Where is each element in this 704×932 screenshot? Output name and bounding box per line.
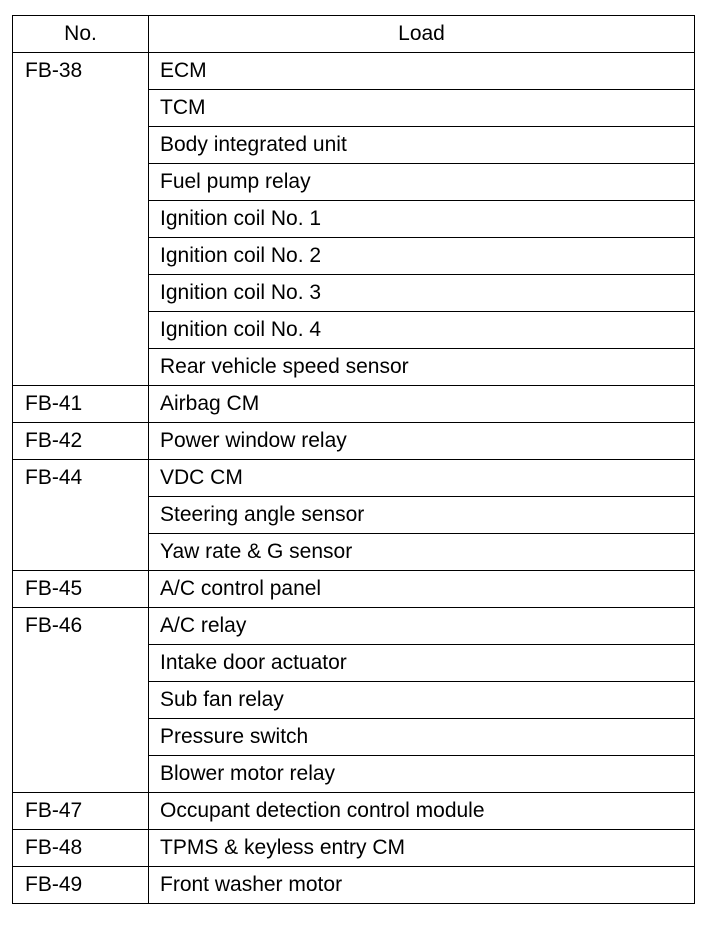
column-header-no: No. bbox=[13, 16, 149, 53]
column-header-load: Load bbox=[149, 16, 695, 53]
fuse-load-table bbox=[12, 15, 695, 904]
load-cell: Power window relay bbox=[149, 423, 695, 460]
load-cell: Ignition coil No. 2 bbox=[149, 238, 695, 275]
load-cell: Occupant detection control module bbox=[149, 793, 695, 830]
table-row bbox=[13, 793, 695, 830]
load-cell: A/C control panel bbox=[149, 571, 695, 608]
fuse-number-cell: FB-45 bbox=[13, 571, 149, 608]
table-body bbox=[13, 53, 695, 904]
fuse-number-cell: FB-46 bbox=[13, 608, 149, 793]
load-cell: VDC CM bbox=[149, 460, 695, 497]
table-row bbox=[13, 423, 695, 460]
fuse-number-cell: FB-44 bbox=[13, 460, 149, 571]
fuse-number-cell: FB-48 bbox=[13, 830, 149, 867]
load-cell: TPMS & keyless entry CM bbox=[149, 830, 695, 867]
load-cell: Fuel pump relay bbox=[149, 164, 695, 201]
load-cell: Blower motor relay bbox=[149, 756, 695, 793]
load-cell: Ignition coil No. 4 bbox=[149, 312, 695, 349]
fuse-number-cell: FB-47 bbox=[13, 793, 149, 830]
load-cell: Pressure switch bbox=[149, 719, 695, 756]
load-cell: Ignition coil No. 1 bbox=[149, 201, 695, 238]
load-cell: Sub fan relay bbox=[149, 682, 695, 719]
table-row bbox=[13, 867, 695, 904]
table-row bbox=[13, 386, 695, 423]
table-row bbox=[13, 571, 695, 608]
table-row bbox=[13, 53, 695, 90]
load-cell: Front washer motor bbox=[149, 867, 695, 904]
load-cell: Intake door actuator bbox=[149, 645, 695, 682]
load-cell: Yaw rate & G sensor bbox=[149, 534, 695, 571]
fuse-number-cell: FB-38 bbox=[13, 53, 149, 386]
header-row bbox=[13, 16, 695, 53]
load-cell: Steering angle sensor bbox=[149, 497, 695, 534]
table-row bbox=[13, 460, 695, 497]
table-row bbox=[13, 608, 695, 645]
fuse-number-cell: FB-49 bbox=[13, 867, 149, 904]
load-cell: Body integrated unit bbox=[149, 127, 695, 164]
fuse-number-cell: FB-42 bbox=[13, 423, 149, 460]
load-cell: ECM bbox=[149, 53, 695, 90]
load-cell: TCM bbox=[149, 90, 695, 127]
load-cell: Airbag CM bbox=[149, 386, 695, 423]
load-cell: Ignition coil No. 3 bbox=[149, 275, 695, 312]
fuse-number-cell: FB-41 bbox=[13, 386, 149, 423]
table-row bbox=[13, 830, 695, 867]
load-cell: Rear vehicle speed sensor bbox=[149, 349, 695, 386]
load-cell: A/C relay bbox=[149, 608, 695, 645]
